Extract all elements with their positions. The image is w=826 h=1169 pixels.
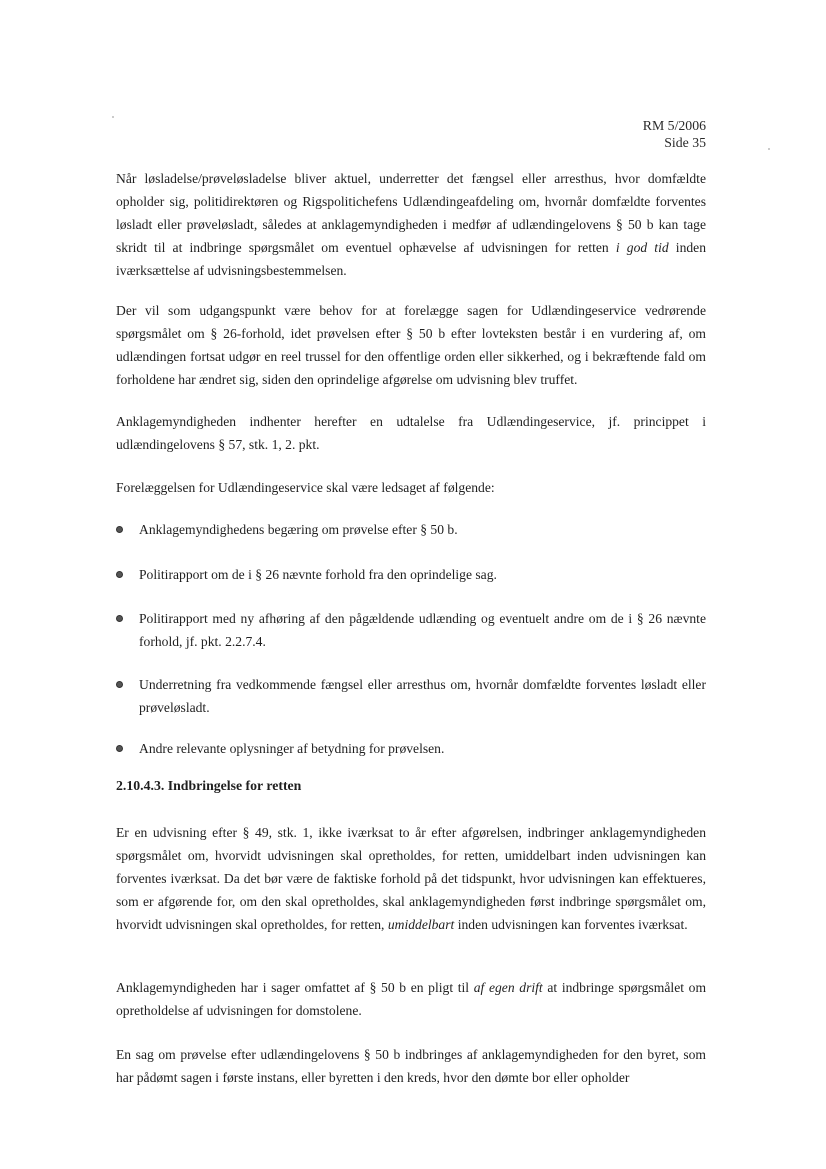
paragraph-release-notice: [116, 167, 706, 282]
paragraph-text: Er en udvisning efter § 49, stk. 1, ikke iværksat to år efter afgørelsen, indbringer anklagemyndigheden spørgsmålet om, hvorvidt udvisningen skal opretholdes, for retten, umiddelbart inden udvisningen kan forventes iværksat. Da det bør være de faktiske forhold på det tidspunkt, hvor udvisningen kan effektueres, som er afgørende for, om den skal opretholdes, skal anklagemyndigheden først indbringe spørgsmålet om, hvorvidt udvisningen skal opretholdes, for retten,: [116, 825, 706, 932]
paragraph-duty: [116, 976, 706, 1022]
page-number: Side 35: [664, 135, 706, 150]
bullet-icon: [116, 745, 123, 752]
paragraph-text: at indbringe spørgsmålet om opretholdelse af udvisningen for domstolene.: [116, 980, 707, 1018]
bullet-icon: [116, 526, 123, 533]
emphasis-text: af egen drift: [473, 980, 543, 995]
scan-speck: [768, 148, 770, 150]
document-reference: RM 5/2006: [642, 118, 706, 133]
page-header: [643, 117, 706, 151]
paragraph-text: Når løsladelse/prøveløsladelse bliver aktuel, underretter det fængsel eller arresthus, hvor domfældte opholder sig, politidirektøren og Rigspolitichefens Udlændingeafdeling om, hvornår domfældte forventes løsladt eller prøveløsladt, således at anklagemyndigheden i medfør af udlændingelovens § 50 b kan tage skridt til at indbringe spørgsmålet om eventuel ophævelse af udvisningen for retten: [116, 171, 706, 255]
paragraph-text: inden udvisningen kan forventes iværksat.: [457, 917, 688, 932]
paragraph-text: Anklagemyndigheden har i sager omfattet af § 50 b en pligt til: [116, 980, 470, 995]
list-item-text: Andre relevante oplysninger af betydning for prøvelsen.: [139, 741, 445, 756]
bullet-icon: [116, 571, 123, 578]
list-item-text: Underretning fra vedkommende fængsel eller arresthus om, hvornår domfældte forventes løsladt eller prøveløsladt.: [139, 677, 706, 715]
paragraph-submission-need: Der vil som udgangspunkt være behov for at forelægge sagen for Udlændingeservice vedrørende spørgsmålet om § 26-forhold, idet prøvelsen efter § 50 b efter lovteksten består i en vurdering af, om udlændingen fortsat udgør en reel trussel for den offentlige orden eller sikkerhed, og i bekræftende fald om forholdene har ændret sig, siden den oprindelige afgørelse om udvisning blev truffet.: [116, 303, 706, 387]
paragraph-text: inden iværksættelse af udvisningsbestemmelsen.: [116, 240, 706, 278]
emphasis-text: umiddelbart: [387, 917, 455, 932]
paragraph-attachments-intro: Forelæggelsen for Udlændingeservice skal være ledsaget af følgende:: [116, 480, 495, 495]
section-heading: 2.10.4.3. Indbringelse for retten: [116, 778, 302, 793]
bullet-icon: [116, 615, 123, 622]
list-item-text: Politirapport med ny afhøring af den pågældende udlænding og eventuelt andre om de i § 26 nævnte forhold, jf. pkt. 2.2.7.4.: [139, 611, 706, 649]
emphasis-text: i god tid: [615, 240, 669, 255]
paragraph-two-year-rule: [116, 821, 706, 936]
paragraph-venue: En sag om prøvelse efter udlændingelovens § 50 b indbringes af anklagemyndigheden for den byret, som har pådømt sagen i første instans, eller byretten i den kreds, hvor den dømte bor eller opholder: [116, 1047, 706, 1085]
paragraph-statement: Anklagemyndigheden indhenter herefter en udtalelse fra Udlændingeservice, jf. princippet i udlændingelovens § 57, stk. 1, 2. pkt.: [116, 414, 706, 452]
list-item-text: Politirapport om de i § 26 nævnte forhold fra den oprindelige sag.: [139, 567, 497, 582]
bullet-icon: [116, 681, 123, 688]
list-item-text: Anklagemyndighedens begæring om prøvelse efter § 50 b.: [139, 522, 458, 537]
scan-speck: [112, 116, 114, 118]
